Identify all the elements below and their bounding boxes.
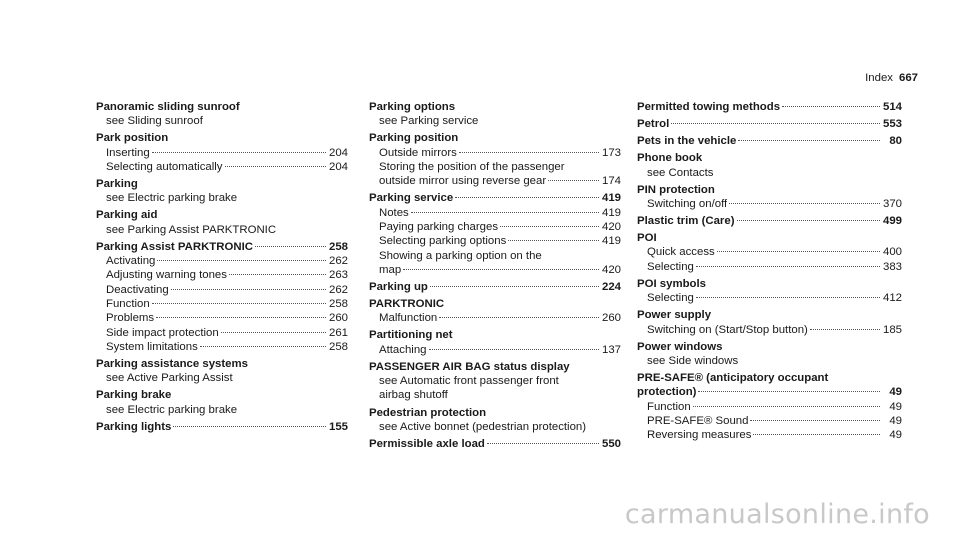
page-reference[interactable]: 49 [889, 400, 902, 413]
page-reference[interactable]: 174 [601, 175, 621, 188]
dot-leader [221, 332, 326, 333]
index-entry-heading: Petrol [637, 118, 670, 131]
page-header [865, 72, 918, 84]
index-entry [96, 388, 348, 417]
index-entry [637, 183, 902, 212]
index-entry-heading-row [637, 183, 902, 197]
index-entry-heading-row [96, 100, 348, 114]
index-entry-heading: PASSENGER AIR BAG status display [369, 360, 570, 373]
index-entry [637, 277, 902, 306]
index-entry [369, 437, 621, 451]
page-reference[interactable]: 553 [882, 118, 902, 131]
index-entry [96, 177, 348, 206]
dot-leader [717, 251, 880, 252]
index-entry-heading-row[interactable] [637, 385, 902, 399]
index-entry-heading: Pedestrian protection [369, 406, 487, 419]
dot-leader [750, 420, 880, 421]
page-reference[interactable]: 204 [328, 160, 348, 173]
page-reference[interactable]: 80 [889, 135, 902, 148]
index-entry-heading: Parking lights [96, 420, 172, 433]
dot-leader [459, 152, 599, 153]
page-reference[interactable]: 383 [882, 260, 902, 273]
index-subentry-row[interactable] [96, 160, 348, 174]
dot-leader [255, 246, 326, 247]
index-entry-heading-row [369, 406, 621, 420]
index-entry-heading: Partitioning net [369, 329, 453, 342]
index-entry-heading: Plastic trim (Care) [637, 215, 735, 228]
index-entry-heading-row [96, 131, 348, 145]
dot-leader [157, 260, 326, 261]
index-subentry-row[interactable] [369, 220, 621, 234]
page-reference[interactable]: 185 [882, 323, 902, 336]
index-subentry-row[interactable] [369, 311, 621, 325]
index-subentry: Switching on (Start/Stop button) [647, 323, 808, 336]
index-subentry: Outside mirrors [379, 146, 457, 159]
index-subentry: Function [647, 400, 691, 413]
index-entry [96, 240, 348, 354]
index-subentry: airbag shutoff [379, 389, 448, 402]
index-subentry: System limitations [106, 340, 198, 353]
index-subentry: outside mirror using reverse gear [379, 175, 547, 188]
page-reference[interactable]: 258 [328, 240, 348, 253]
dot-leader [500, 226, 599, 227]
index-entry-heading-row[interactable] [96, 420, 348, 434]
dot-leader [737, 220, 881, 221]
dot-leader [439, 317, 599, 318]
index-entry-heading-row [637, 308, 902, 322]
page-reference[interactable]: 550 [601, 437, 621, 450]
index-entry-heading: PARKTRONIC [369, 298, 445, 311]
index-subentry: Deactivating [106, 283, 169, 296]
dot-leader [548, 180, 599, 181]
index-subentry-line: see Automatic front passenger front [379, 375, 559, 388]
index-subentry-line: Showing a parking option on the [379, 249, 542, 262]
index-entry [369, 328, 621, 357]
index-entry-heading-row[interactable] [369, 191, 621, 205]
index-subentry: PRE-SAFE® Sound [647, 414, 749, 427]
index-entry-heading-row[interactable] [369, 437, 621, 451]
index-subentry: see Electric parking brake [106, 403, 238, 416]
index-entry-heading-row [96, 208, 348, 222]
page-reference[interactable]: 514 [882, 101, 902, 113]
index-subentry: see Electric parking brake [106, 192, 238, 205]
index-subentry: Paying parking charges [379, 220, 499, 233]
index-entry [369, 406, 621, 435]
dot-leader [671, 123, 880, 124]
index-subentry-row[interactable] [369, 174, 621, 188]
page-reference[interactable]: 224 [601, 280, 621, 293]
index-entry [369, 191, 621, 277]
index-entry-heading: Parking position [369, 132, 459, 145]
index-subentry-row[interactable] [637, 400, 902, 414]
page-reference[interactable]: 370 [882, 197, 902, 210]
index-subentry-row [369, 388, 621, 402]
page-reference[interactable]: 173 [601, 146, 621, 159]
index-subentry: see Contacts [647, 166, 714, 179]
index-entry [96, 208, 348, 237]
index-subentry: Selecting [647, 260, 694, 273]
index-entry-heading-row[interactable] [369, 280, 621, 294]
index-entry-heading-row[interactable] [637, 117, 902, 131]
page-reference[interactable]: 419 [601, 206, 621, 219]
index-subentry-row[interactable] [369, 146, 621, 160]
index-entry-heading-row [637, 277, 902, 291]
dot-leader [403, 269, 599, 270]
index-subentry: Reversing measures [647, 429, 752, 442]
dot-leader [698, 391, 880, 392]
dot-leader [729, 203, 880, 204]
index-subentry-row [96, 403, 348, 417]
index-entry-heading-row [369, 360, 621, 374]
index-subentry: Switching on/off [647, 197, 728, 210]
index-subentry-row[interactable] [96, 146, 348, 160]
page-reference[interactable]: 499 [882, 215, 902, 228]
index-subentry-row [96, 114, 348, 128]
index-entry [96, 131, 348, 174]
index-entry-heading: Parking up [369, 280, 428, 293]
index-entry-heading: POI [637, 232, 657, 245]
index-subentry-row [96, 191, 348, 205]
index-subentry-row [637, 166, 902, 180]
index-entry-heading: Permissible axle load [369, 437, 485, 450]
index-subentry: Side impact protection [106, 326, 219, 339]
watermark: carmanualsonline.info [624, 499, 930, 530]
page-reference[interactable]: 262 [328, 283, 348, 296]
index-entry-heading-row [637, 231, 902, 245]
dot-leader [487, 443, 599, 444]
index-entry [369, 131, 621, 188]
index-entry [637, 340, 902, 369]
index-subentry: see Sliding sunroof [106, 115, 203, 128]
dot-leader [455, 197, 599, 198]
index-entry-heading: Parking aid [96, 209, 158, 222]
index-entry-heading: Parking brake [96, 389, 172, 402]
page-reference[interactable]: 419 [601, 192, 621, 205]
index-entry-heading: Panoramic sliding sunroof [96, 101, 240, 113]
index-subentry-row [637, 354, 902, 368]
index-entry-heading-row [637, 151, 902, 165]
index-subentry: Problems [106, 312, 155, 325]
index-entry-heading-row [96, 357, 348, 371]
index-subentry-row[interactable] [96, 268, 348, 282]
page-reference[interactable]: 137 [601, 343, 621, 356]
dot-leader [152, 152, 326, 153]
index-column-1 [96, 100, 348, 437]
index-entry-heading: Parking options [369, 101, 456, 113]
index-subentry-row[interactable] [637, 260, 902, 274]
dot-leader [782, 106, 880, 107]
index-subentry: Selecting automatically [106, 160, 223, 173]
index-entry [369, 280, 621, 294]
index-entry-heading-row [369, 131, 621, 145]
index-entry-heading: Power supply [637, 309, 712, 322]
index-entry-heading: protection) [637, 386, 697, 399]
index-subentry: Selecting parking options [379, 235, 507, 248]
page-reference[interactable]: 260 [601, 312, 621, 325]
index-subentry-row[interactable] [96, 283, 348, 297]
index-entry [637, 308, 902, 337]
page-reference[interactable]: 420 [601, 263, 621, 276]
index-subentry: Activating [106, 255, 156, 268]
index-entry-heading-row[interactable] [637, 100, 902, 114]
index-entry [369, 297, 621, 326]
index-subentry-row[interactable] [637, 197, 902, 211]
index-subentry-row[interactable] [637, 414, 902, 428]
index-subentry-row[interactable] [637, 291, 902, 305]
index-entry [637, 117, 902, 131]
index-subentry: Malfunction [379, 312, 438, 325]
index-entry-heading-row[interactable] [96, 240, 348, 254]
index-entry [637, 214, 902, 228]
page-reference[interactable]: 262 [328, 255, 348, 268]
index-entry-heading: Parking [96, 178, 138, 191]
page-reference[interactable]: 49 [889, 386, 902, 399]
index-entry [637, 151, 902, 180]
dot-leader [696, 297, 880, 298]
index-entry-heading-row [369, 297, 621, 311]
index-subentry: Notes [379, 206, 409, 219]
dot-leader [429, 349, 600, 350]
index-entry-heading-row [369, 100, 621, 114]
index-subentry-row[interactable] [369, 343, 621, 357]
page-reference[interactable]: 258 [328, 340, 348, 353]
page-reference[interactable]: 412 [882, 292, 902, 305]
page-reference[interactable]: 261 [328, 326, 348, 339]
page-reference[interactable]: 49 [889, 429, 902, 442]
index-column-3 [637, 100, 902, 445]
page-reference[interactable]: 155 [328, 420, 348, 433]
page-number: 667 [898, 72, 918, 84]
dot-leader [753, 434, 880, 435]
index-subentry-line: Storing the position of the passenger [379, 160, 565, 173]
dot-leader [696, 266, 880, 267]
index-subentry-row[interactable] [637, 245, 902, 259]
index-entry-heading-row [637, 340, 902, 354]
index-entry [369, 360, 621, 403]
index-subentry-row[interactable] [96, 326, 348, 340]
index-subentry-row[interactable] [369, 263, 621, 277]
index-subentry: see Parking service [379, 115, 479, 128]
dot-leader [156, 317, 326, 318]
index-subentry: Function [106, 298, 150, 311]
dot-leader [200, 346, 326, 347]
index-subentry-row [369, 114, 621, 128]
dot-leader [693, 406, 880, 407]
index-subentry-row[interactable] [96, 297, 348, 311]
dot-leader [171, 289, 326, 290]
index-subentry: Inserting [106, 146, 150, 159]
dot-leader [430, 286, 599, 287]
index-subentry-row[interactable] [637, 323, 902, 337]
index-subentry: Selecting [647, 292, 694, 305]
index-subentry: Adjusting warning tones [106, 269, 227, 282]
index-subentry: see Active Parking Assist [106, 372, 233, 385]
index-entry [369, 100, 621, 129]
page-reference[interactable]: 263 [328, 269, 348, 282]
page-reference[interactable]: 419 [601, 235, 621, 248]
index-subentry: map [379, 263, 402, 276]
page-reference[interactable]: 400 [882, 246, 902, 259]
index-subentry: see Active bonnet (pedestrian protection) [379, 420, 587, 433]
index-entry-heading: POI symbols [637, 277, 707, 290]
index-entry-heading-row [96, 388, 348, 402]
index-subentry-row[interactable] [369, 234, 621, 248]
index-entry-heading-row[interactable] [637, 214, 902, 228]
index-subentry-row [96, 371, 348, 385]
dot-leader [411, 212, 599, 213]
index-column-2 [369, 100, 621, 454]
index-label: Index [865, 72, 893, 84]
index-entry-heading: Park position [96, 132, 169, 145]
page-reference[interactable]: 49 [889, 414, 902, 427]
dot-leader [152, 303, 326, 304]
index-subentry-row[interactable] [96, 340, 348, 354]
dot-leader [173, 426, 326, 427]
index-entry [637, 100, 902, 114]
index-entry-heading-row[interactable] [637, 134, 902, 148]
index-subentry: Attaching [379, 343, 427, 356]
index-subentry-row [369, 420, 621, 434]
dot-leader [738, 140, 880, 141]
page-reference[interactable]: 258 [328, 298, 348, 311]
index-entry-heading: Parking Assist PARKTRONIC [96, 240, 253, 253]
index-entry-heading: Parking service [369, 192, 454, 205]
index-entry [96, 100, 348, 129]
index-entry [637, 371, 902, 442]
page-reference[interactable]: 204 [328, 146, 348, 159]
page-reference[interactable]: 420 [601, 220, 621, 233]
dot-leader [508, 240, 599, 241]
index-subentry-row[interactable] [96, 254, 348, 268]
dot-leader [229, 274, 326, 275]
index-entry-heading: Phone book [637, 152, 703, 165]
index-subentry-row[interactable] [637, 428, 902, 442]
index-entry [96, 357, 348, 386]
dot-leader [810, 329, 880, 330]
index-entry [637, 231, 902, 274]
index-subentry-row[interactable] [369, 206, 621, 220]
index-entry-heading: Permitted towing methods [637, 101, 781, 113]
page-reference[interactable]: 260 [328, 312, 348, 325]
index-entry-heading: Pets in the vehicle [637, 135, 737, 148]
index-entry-heading-line: PRE-SAFE® (anticipatory occupant [637, 372, 829, 385]
dot-leader [225, 166, 327, 167]
index-entry-heading: PIN protection [637, 183, 715, 196]
index-entry [637, 134, 902, 148]
index-subentry-row [96, 223, 348, 237]
index-subentry-row[interactable] [96, 311, 348, 325]
index-entry-heading: Power windows [637, 340, 723, 353]
index-subentry: see Parking Assist PARKTRONIC [106, 223, 277, 236]
index-subentry: see Side windows [647, 354, 739, 367]
index-entry-heading-row [369, 328, 621, 342]
index-entry [96, 420, 348, 434]
index-subentry: Quick access [647, 246, 715, 259]
index-entry-heading: Parking assistance systems [96, 358, 248, 371]
index-entry-heading-row [96, 177, 348, 191]
